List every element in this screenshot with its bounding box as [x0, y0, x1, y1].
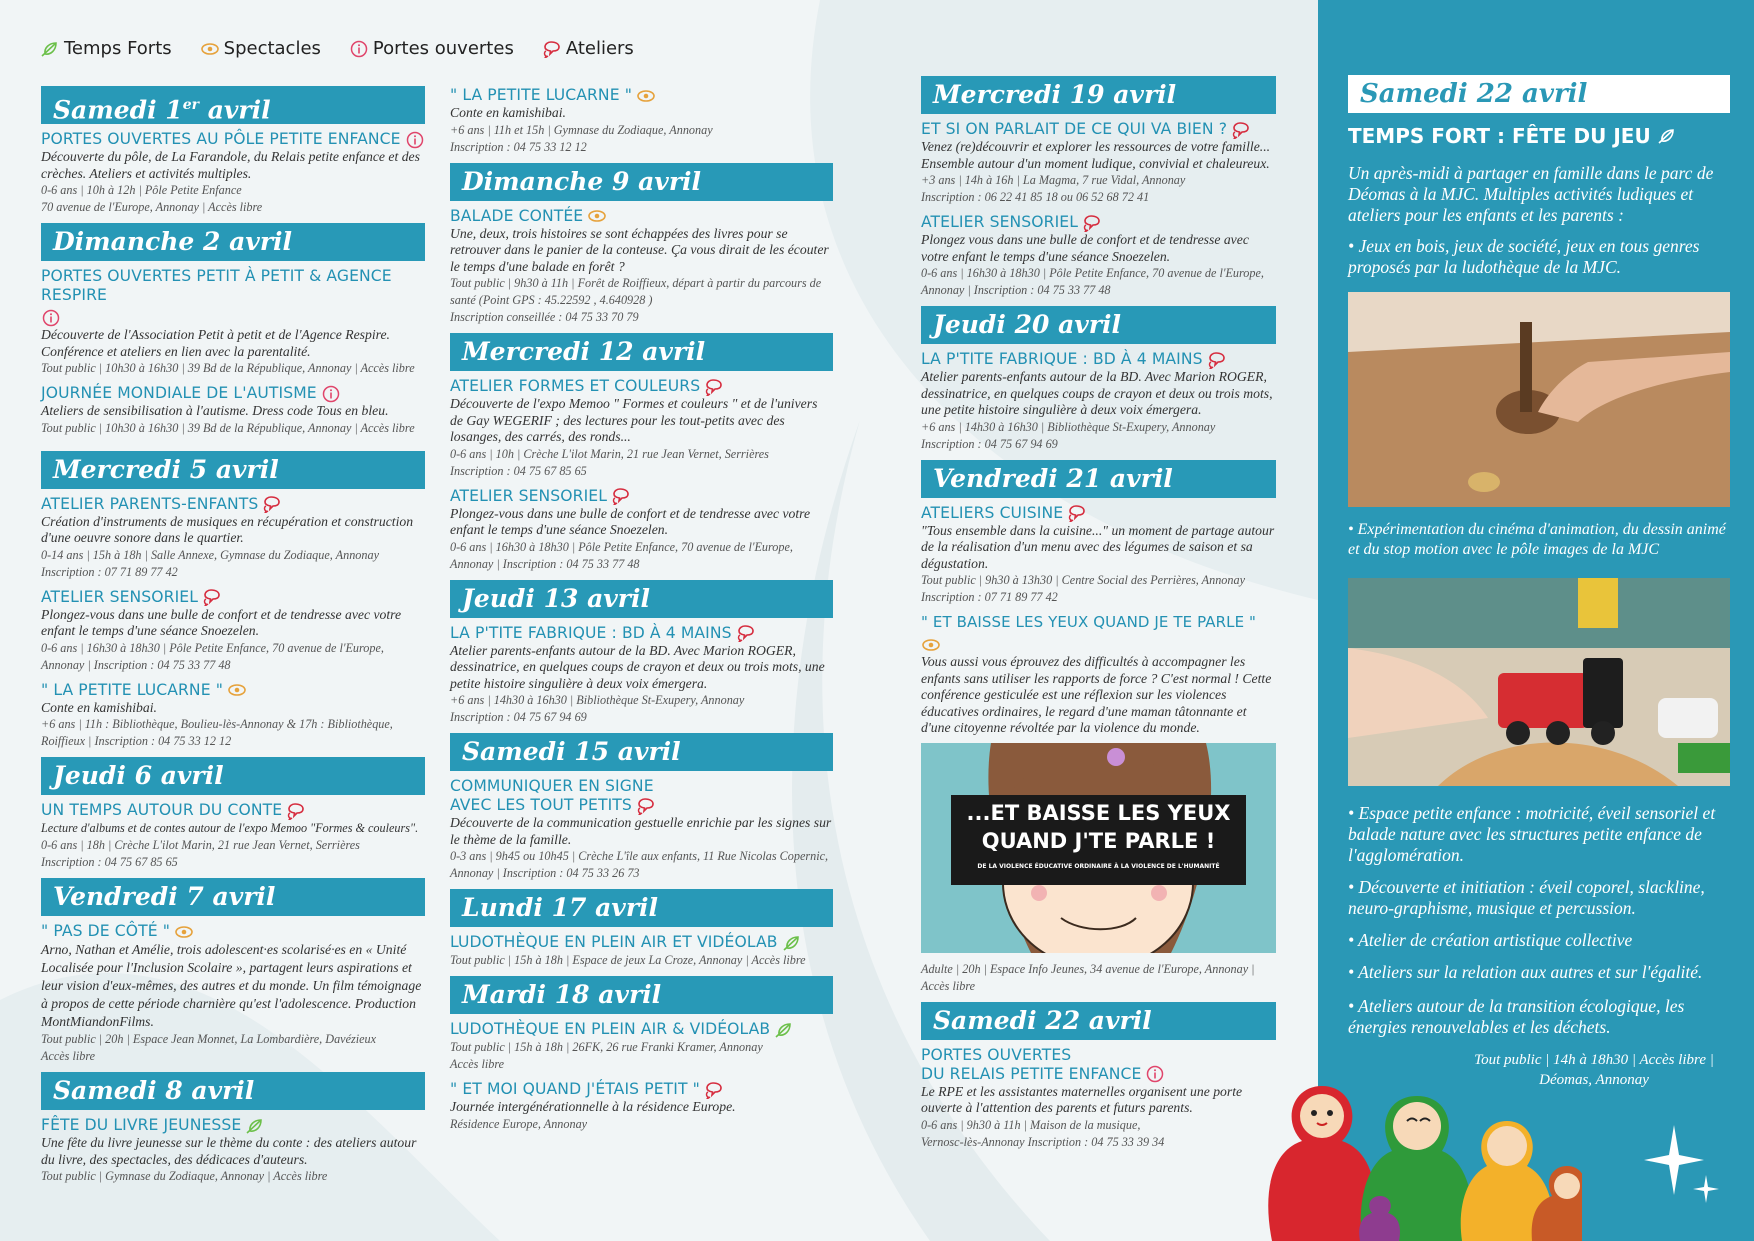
event-title[interactable]: JOURNÉE MONDIALE DE L'AUTISME	[41, 384, 425, 403]
event-meta: 0-14 ans | 15h à 18h | Salle Annexe, Gymnase du Zodiaque, Annonay	[41, 547, 379, 562]
event-meta: Tout public | 10h30 à 16h30 | 39 Bd de la République, Annonay | Accès libre	[41, 361, 415, 375]
event-title[interactable]: LUDOTHÈQUE EN PLEIN AIR & VIDÉOLAB	[450, 1020, 833, 1039]
speech-bubbles-icon	[286, 802, 306, 820]
agenda-column-3	[921, 72, 1276, 1158]
event-item	[921, 613, 1276, 995]
event-title[interactable]: ATELIER SENSORIEL	[41, 588, 425, 607]
event-title[interactable]: PORTES OUVERTES PETIT À PETIT & AGENCE RESPIRE	[41, 267, 425, 327]
event-item	[41, 267, 425, 377]
event-title[interactable]: UN TEMPS AUTOUR DU CONTE	[41, 801, 425, 820]
event-meta: Inscription : 07 71 89 77 42	[921, 590, 1058, 604]
date-heading: Jeudi 20 avril	[921, 306, 1276, 344]
leaf-icon	[1657, 127, 1677, 145]
date-heading: Vendredi 21 avril	[921, 460, 1276, 498]
panel-date-heading: Samedi 22 avril	[1348, 75, 1730, 113]
panel-bullet: • Expérimentation du cinéma d'animation, du dessin animé et du stop motion avec le pôle images de la MJC	[1348, 521, 1726, 558]
eye-icon	[587, 207, 607, 225]
speech-bubbles-icon	[1231, 121, 1251, 139]
event-meta: Inscription : 04 75 67 94 69	[921, 436, 1058, 451]
event-title[interactable]: PORTES OUVERTES	[921, 1045, 1072, 1064]
event-title[interactable]: " PAS DE CÔTÉ "	[41, 922, 425, 941]
speech-bubbles-icon	[611, 487, 631, 505]
event-description: Vous aussi vous éprouvez des difficultés à accompagner les enfants sans utiliser les rapports de force ? C'est normal ! Cette conférence gesticulée est une réflexion sur les violences éducatives ordinaires, le regard d'une maman tâtonnante et d'une citoyenne révoltée par la violence du monde.	[921, 654, 1272, 735]
speech-bubbles-icon	[736, 624, 756, 642]
event-meta: Tout public | 10h30 à 16h30 | 39 Bd de la République, Annonay | Accès libre	[41, 420, 415, 435]
event-description: Plongez-vous dans une bulle de confort et de tendresse avec votre enfant le temps d'une séance Snoezelen.	[41, 606, 402, 638]
event-title[interactable]: LA P'TITE FABRIQUE : BD À 4 MAINS	[921, 350, 1276, 369]
event-item	[450, 207, 833, 327]
agenda-column-2	[450, 86, 833, 1140]
event-item	[41, 130, 425, 216]
event-meta: 0-6 ans | 10h | Crèche L'ilot Marin, 21 rue Jean Vernet, Serrières	[450, 446, 769, 461]
event-description: Plongez vous dans une bulle de confort et de tendresse avec votre enfant le temps d'une séance Snoezelen.	[921, 232, 1249, 264]
event-description: Une, deux, trois histoires se sont échappées des livres pour se retrouver dans le panier de la conteuse. Ça vous dirait de les écouter le temps d'une balade en forêt ?	[450, 225, 829, 274]
event-description: "Tous ensemble dans la cuisine..." un moment de partage autour de la réalisation d'un menu avec des légumes de saison et sa dégustation.	[921, 522, 1275, 571]
panel-bullet: • Ateliers autour de la transition écologique, les énergies renouvelables et les déchets.	[1348, 996, 1685, 1037]
speech-bubbles-icon	[704, 378, 724, 396]
toy-train-photo	[1348, 578, 1730, 786]
info-icon	[321, 385, 341, 403]
event-item	[450, 86, 833, 156]
event-item	[921, 350, 1276, 453]
eye-icon	[636, 87, 656, 105]
event-title-line-2[interactable]: AVEC LES TOUT PETITS	[450, 796, 833, 815]
info-icon	[405, 131, 425, 149]
event-item	[450, 1080, 833, 1133]
event-title[interactable]: ET SI ON PARLAIT DE CE QUI VA BIEN ?	[921, 120, 1276, 139]
event-meta: Inscription : 07 71 89 77 42	[41, 564, 178, 579]
event-description: Découverte du pôle, de La Farandole, du Relais petite enfance et des crèches. Ateliers et activités multiples.	[41, 149, 420, 181]
panel-bullet: • Ateliers sur la relation aux autres et sur l'égalité.	[1348, 962, 1703, 982]
event-description: Conte en kamishibai.	[41, 699, 157, 715]
leaf-icon	[782, 934, 802, 952]
panel-footer: Tout public | 14h à 18h30 | Accès libre | Déomas, Annonay	[1474, 1052, 1714, 1088]
event-meta: Inscription : 04 75 67 94 69	[450, 710, 587, 724]
poster-title-line-2: QUAND J'TE PARLE !	[981, 828, 1216, 853]
event-meta: Inscription : 06 22 41 85 18 ou 06 52 68 72 41	[921, 190, 1150, 204]
legend-temps-forts: Temps Forts	[40, 38, 172, 59]
panel-bullet: • Atelier de création artistique collective	[1348, 930, 1633, 950]
event-meta: 0-6 ans | 18h | Crèche L'ilot Marin, 21 rue Jean Vernet, Serrières	[41, 838, 360, 852]
event-meta: 0-6 ans | 10h à 12h | Pôle Petite Enfance	[41, 183, 242, 197]
event-meta: Inscription : 04 75 67 85 65	[450, 463, 587, 478]
event-title[interactable]: FÊTE DU LIVRE JEUNESSE	[41, 1116, 425, 1135]
event-item	[450, 487, 833, 573]
event-description: Ateliers de sensibilisation à l'autisme. Dress code Tous en bleu.	[41, 403, 389, 418]
event-item	[921, 1046, 1276, 1151]
agenda-column-1	[41, 82, 425, 1192]
event-meta: Inscription : 04 75 67 85 65	[41, 855, 178, 869]
date-heading: Mardi 18 avril	[450, 976, 833, 1014]
date-heading: Mercredi 19 avril	[921, 76, 1276, 114]
event-title[interactable]: " LA PETITE LUCARNE "	[450, 86, 833, 105]
event-description: Découverte de l'expo Memoo " Formes et couleurs " et de l'univers de Gay WEGERIF ; des lectures pour les tout-petits avec des losanges, des carrés, des ronds...	[450, 396, 818, 444]
event-description: Découverte de la communication gestuelle enrichie par les signes sur le thème de la famille.	[450, 815, 832, 847]
panel-bullet: • Jeux en bois, jeux de société, jeux en tous genres proposés par la ludothèque de la MJC.	[1348, 236, 1700, 277]
date-heading: Jeudi 13 avril	[450, 580, 833, 618]
event-meta: Adulte | 20h | Espace Info Jeunes, 34 avenue de l'Europe, Annonay | Accès libre	[921, 961, 1255, 993]
event-title[interactable]: " LA PETITE LUCARNE "	[41, 681, 425, 700]
date-heading: Mercredi 12 avril	[450, 333, 833, 371]
event-description: Lecture d'albums et de contes autour de l'expo Memoo "Formes & couleurs".	[41, 821, 419, 835]
date-heading: Samedi 22 avril	[921, 1002, 1276, 1040]
event-meta: Inscription conseillée : 04 75 33 70 79	[450, 310, 639, 324]
event-description: Création d'instruments de musiques en récupération et construction d'une oeuvre sonore dans le quartier.	[41, 513, 414, 545]
eye-icon	[174, 923, 194, 941]
poster-subtitle: DE LA VIOLENCE ÉDUCATIVE ORDINAIRE À LA VIOLENCE DE L'HUMANITÉ	[977, 862, 1220, 870]
leaf-icon	[245, 1117, 265, 1135]
date-heading: Samedi 8 avril	[41, 1072, 425, 1110]
event-meta: Résidence Europe, Annonay	[450, 1116, 588, 1131]
event-item	[921, 120, 1276, 206]
event-meta: +6 ans | 14h30 à 16h30 | Bibliothèque St-Exupery, Annonay	[450, 693, 745, 707]
event-meta: Vernosc-lès-Annonay Inscription : 04 75 33 39 34	[921, 1134, 1165, 1149]
event-description: Atelier parents-enfants autour de la BD. Avec Marion ROGER, dessinatrice, en quelques coups de crayon et deux ou trois mots, une petite histoire singulière à deux voix émergera.	[921, 369, 1273, 417]
leaf-icon	[774, 1021, 794, 1039]
speech-bubbles-icon	[1207, 351, 1227, 369]
event-meta: 70 avenue de l'Europe, Annonay | Accès libre	[41, 200, 263, 214]
event-title[interactable]: ATELIER SENSORIEL	[921, 213, 1276, 232]
date-heading: Samedi 15 avril	[450, 733, 833, 771]
date-heading: Vendredi 7 avril	[41, 878, 425, 916]
speech-bubbles-icon	[262, 495, 282, 513]
event-item	[450, 1020, 833, 1073]
event-meta: +3 ans | 14h à 16h | La Magma, 7 rue Vidal, Annonay	[921, 173, 1186, 187]
event-description: Le RPE et les assistantes maternelles organisent une porte ouverte à l'attention des parents et futurs parents.	[921, 1083, 1243, 1115]
event-title[interactable]: ATELIER SENSORIEL	[450, 487, 833, 506]
event-description: Une fête du livre jeunesse sur le thème du conte : des ateliers autour du livre, des spectacles, des dédicaces d'auteurs.	[41, 1135, 417, 1167]
speech-bubbles-icon	[1067, 504, 1087, 522]
event-meta: Tout public | Gymnase du Zodiaque, Annonay | Accès libre	[41, 1169, 328, 1183]
event-title[interactable]: PORTES OUVERTES AU PÔLE PETITE ENFANCE	[41, 130, 425, 149]
event-meta: Tout public | 9h30 à 11h | Forêt de Roiffieux, départ à partir du parcours de santé (Point GPS : 45.22592 , 4.640928 )	[450, 276, 822, 307]
event-description: Arno, Nathan et Amélie, trois adolescent·es scolarisé·es en « Unité Localisée pour l'Inclusion Scolaire », partagent leurs aspirations et leur vision d'eux-mêmes, des autres et du monde. Un film témoignage à propos de cette période charnière qu'est l'adolescence. Production MontMiandonFilms.	[41, 942, 422, 1029]
info-icon	[349, 40, 369, 58]
panel-bullet: • Découverte et initiation : éveil coporel, slackline, neuro-graphisme, musique et percussion.	[1348, 877, 1705, 918]
event-item	[450, 624, 833, 727]
event-title[interactable]: COMMUNIQUER EN SIGNE	[450, 777, 654, 795]
speech-bubbles-icon	[1082, 214, 1102, 232]
event-item	[41, 1116, 425, 1185]
event-meta: 0-6 ans | 16h30 à 18h30 | Pôle Petite Enfance, 70 avenue de l'Europe, Annonay | Inscription : 04 75 33 77 48	[41, 640, 384, 672]
wooden-game-photo	[1348, 292, 1730, 507]
date-heading: Dimanche 2 avril	[41, 223, 425, 261]
event-meta: 0-6 ans | 9h30 à 11h | Maison de la musique,	[921, 1117, 1141, 1132]
event-meta: +6 ans | 14h30 à 16h30 | Bibliothèque St-Exupery, Annonay	[921, 419, 1216, 434]
speech-bubbles-icon	[704, 1081, 724, 1099]
event-item	[41, 681, 425, 751]
leaf-icon	[40, 40, 60, 58]
panel-intro: Un après-midi à partager en famille dans le parc de Déomas à la MJC. Multiples activités ludiques et ateliers pour les enfants et les parents :	[1348, 163, 1714, 225]
event-description: Plongez-vous dans une bulle de confort et de tendresse avec votre enfant le temps d'une séance Snoezelen.	[450, 505, 811, 537]
event-title[interactable]: ATELIER PARENTS-ENFANTS	[41, 495, 425, 514]
event-item	[921, 213, 1276, 299]
eye-icon	[227, 681, 247, 699]
event-item	[450, 377, 833, 480]
event-meta: Inscription : 04 75 33 12 12	[450, 139, 587, 154]
event-item	[41, 495, 425, 581]
event-meta: +6 ans | 11h : Bibliothèque, Boulieu-lès-Annonay & 17h : Bibliothèque, Roiffieux | Inscription : 04 75 33 12 12	[41, 717, 393, 748]
sparkle-icon	[1644, 1120, 1724, 1210]
legend-spectacles: Spectacles	[200, 38, 321, 59]
date-heading: Mercredi 5 avril	[41, 451, 425, 489]
event-title[interactable]: BALADE CONTÉE	[450, 207, 833, 226]
eye-icon	[921, 636, 941, 654]
date-heading: Jeudi 6 avril	[41, 757, 425, 795]
info-icon	[41, 309, 61, 327]
event-meta: Accès libre	[41, 1049, 96, 1063]
poster-title-line-1: ...ET BAISSE LES YEUX	[966, 800, 1231, 825]
event-title[interactable]: LUDOTHÈQUE EN PLEIN AIR ET VIDÉOLAB	[450, 933, 833, 952]
panel-title: TEMPS FORT : FÊTE DU JEU	[1348, 124, 1677, 148]
event-title[interactable]: ATELIER FORMES ET COULEURS	[450, 377, 833, 396]
legend	[40, 38, 634, 59]
event-title[interactable]: " ET MOI QUAND J'ÉTAIS PETIT "	[450, 1080, 833, 1099]
conference-poster	[921, 743, 1276, 953]
event-item	[450, 933, 833, 969]
matryoshka-dolls-illustration	[1262, 1041, 1582, 1241]
event-item	[450, 777, 833, 882]
legend-portes-ouvertes: Portes ouvertes	[349, 38, 514, 59]
event-meta: Tout public | 20h | Espace Jean Monnet, La Lombardière, Davézieux	[41, 1032, 377, 1046]
legend-ateliers: Ateliers	[542, 38, 634, 59]
event-meta: Tout public | 9h30 à 13h30 | Centre Social des Perrières, Annonay	[921, 573, 1246, 587]
event-meta: 0-6 ans | 16h30 à 18h30 | Pôle Petite Enfance, 70 avenue de l'Europe, Annonay | Inscription : 04 75 33 77 48	[921, 266, 1264, 297]
speech-bubbles-icon	[636, 797, 656, 815]
date-heading: Dimanche 9 avril	[450, 163, 833, 201]
event-meta: 0-6 ans | 16h30 à 18h30 | Pôle Petite Enfance, 70 avenue de l'Europe, Annonay | Inscription : 04 75 33 77 48	[450, 539, 793, 571]
event-meta: 0-3 ans | 9h45 ou 10h45 | Crèche L'île aux enfants, 11 Rue Nicolas Copernic, Annonay | Inscription : 04 75 33 26 73	[450, 849, 829, 880]
eye-icon	[200, 40, 220, 58]
event-item	[41, 384, 425, 437]
event-title[interactable]: ATELIERS CUISINE	[921, 504, 1276, 523]
date-heading: Samedi 1er avril	[41, 86, 425, 124]
event-meta: Tout public | 15h à 18h | 26FK, 26 rue Franki Kramer, Annonay	[450, 1040, 763, 1054]
event-meta: +6 ans | 11h et 15h | Gymnase du Zodiaque, Annonay	[450, 122, 713, 137]
event-title-line-2[interactable]: DU RELAIS PETITE ENFANCE	[921, 1065, 1276, 1084]
speech-bubbles-icon	[202, 588, 222, 606]
speech-bubbles-icon	[542, 40, 562, 58]
event-meta: Accès libre	[450, 1057, 505, 1071]
event-meta: Tout public | 15h à 18h | Espace de jeux La Croze, Annonay | Accès libre	[450, 953, 806, 967]
event-title[interactable]: " ET BAISSE LES YEUX QUAND JE TE PARLE "	[921, 613, 1276, 654]
panel-bullet: • Espace petite enfance : motricité, éveil sensoriel et balade nature avec les structures petite enfance de l'agglomération.	[1348, 803, 1716, 865]
event-description: Atelier parents-enfants autour de la BD. Avec Marion ROGER, dessinatrice, en quelques coups de crayon et deux ou trois mots, une petite histoire singulière à deux voix émergera.	[450, 642, 825, 691]
event-item	[41, 922, 425, 1065]
event-description: Venez (re)découvrir et explorer les ressources de votre famille... Ensemble autour d'un moment ludique, convivial et chaleureux.	[921, 139, 1271, 171]
event-item	[921, 504, 1276, 607]
event-item	[41, 588, 425, 674]
event-description: Conte en kamishibai.	[450, 105, 566, 120]
event-description: Découverte de l'Association Petit à petit et de l'Agence Respire. Conférence et ateliers en lien avec la parentalité.	[41, 327, 390, 359]
info-icon	[1145, 1065, 1165, 1083]
event-description: Journée intergénérationnelle à la résidence Europe.	[450, 1099, 736, 1114]
event-item	[41, 801, 425, 871]
date-heading: Lundi 17 avril	[450, 889, 833, 927]
event-title[interactable]: LA P'TITE FABRIQUE : BD À 4 MAINS	[450, 624, 833, 643]
